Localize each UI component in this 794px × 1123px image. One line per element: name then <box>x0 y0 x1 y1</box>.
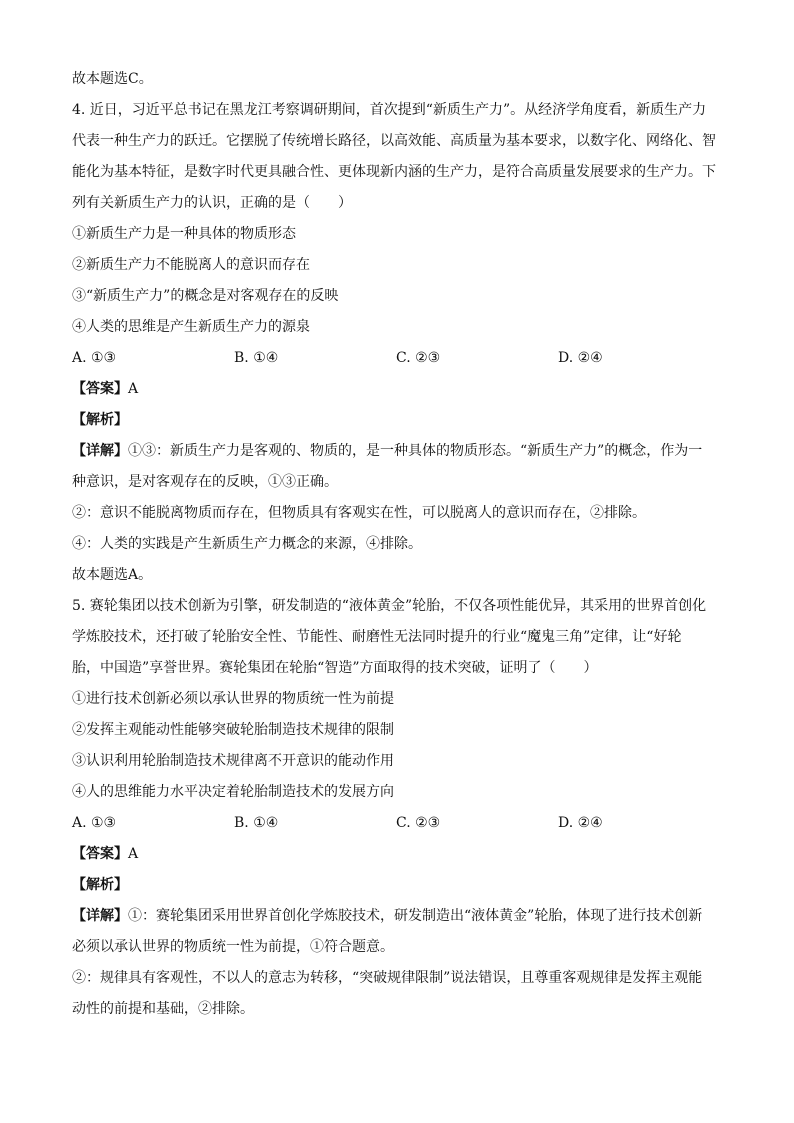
answer-value: A <box>128 846 139 862</box>
option-a: A. ①③ <box>72 350 117 366</box>
document-page <box>72 64 724 1025</box>
question-5-stem: 5. 赛轮集团以技术创新为引擎，研发制造的“液体黄金”轮胎，不仅各项性能优异，其采用的世界首创化 <box>72 598 707 614</box>
text-line: 学炼胶技术，还打破了轮胎安全性、节能性、耐磨性无法同时提升的行业“魔鬼三角”定律，让“好轮 <box>72 629 682 645</box>
analysis-tag: 【解析】 <box>72 412 128 428</box>
text-line: ②：意识不能脱离物质而存在，但物质具有客观实在性，可以脱离人的意识而存在，②排除。 <box>72 505 646 521</box>
text-line: 能化为基本特征，是数字时代更具融合性、更体现新内涵的生产力，是符合高质量发展要求的生产力。下 <box>72 164 716 180</box>
text-line: 胎，中国造”享誉世界。赛轮集团在轮胎“智造”方面取得的技术突破，证明了（ ） <box>72 660 598 676</box>
text-line: 故本题选A。 <box>72 567 153 583</box>
text-line: 种意识，是对客观存在的反映，①③正确。 <box>72 474 338 490</box>
text-line: ④：人类的实践是产生新质生产力概念的来源，④排除。 <box>72 536 422 552</box>
question-4-stem: 4. 近日，习近平总书记在黑龙江考察调研期间，首次提到“新质生产力”。从经济学角度看，新质生产力 <box>72 102 707 118</box>
option-c: C. ②③ <box>396 350 441 366</box>
statement-3: ③“新质生产力”的概念是对客观存在的反映 <box>72 288 339 304</box>
detail-text: ①：赛轮集团采用世界首创化学炼胶技术，研发制造出“液体黄金”轮胎，体现了进行技术创新 <box>128 908 703 924</box>
analysis-tag: 【解析】 <box>72 877 128 893</box>
statement-1: ①进行技术创新必须以承认世界的物质统一性为前提 <box>72 691 394 707</box>
statement-4: ④人类的思维是产生新质生产力的源泉 <box>72 319 310 335</box>
text-line: 故本题选C。 <box>72 71 153 87</box>
statement-2: ②发挥主观能动性能够突破轮胎制造技术规律的限制 <box>72 722 394 738</box>
answer-value: A <box>128 381 139 397</box>
question-4-options <box>72 343 724 374</box>
text-line: 必须以承认世界的物质统一性为前提，①符合题意。 <box>72 939 394 955</box>
answer-tag: 【答案】 <box>72 381 128 397</box>
option-d: D. ②④ <box>558 350 603 366</box>
option-d: D. ②④ <box>558 815 603 831</box>
answer-line <box>72 374 724 405</box>
option-b: B. ①④ <box>234 350 279 366</box>
statement-2: ②新质生产力不能脱离人的意识而存在 <box>72 257 310 273</box>
detail-tag: 【详解】 <box>72 443 128 459</box>
detail-line <box>72 436 724 467</box>
answer-tag: 【答案】 <box>72 846 128 862</box>
detail-line <box>72 901 724 932</box>
statement-3: ③认识利用轮胎制造技术规律离不开意识的能动作用 <box>72 753 394 769</box>
text-line: 代表一种生产力的跃迁。它摆脱了传统增长路径，以高效能、高质量为基本要求，以数字化、网络化、智 <box>72 133 716 149</box>
text-line: 列有关新质生产力的认识，正确的是（ ） <box>72 195 352 211</box>
detail-text: ①③：新质生产力是客观的、物质的，是一种具体的物质形态。“新质生产力”的概念，作为一 <box>128 443 703 459</box>
option-c: C. ②③ <box>396 815 441 831</box>
detail-tag: 【详解】 <box>72 908 128 924</box>
option-b: B. ①④ <box>234 815 279 831</box>
text-line: 动性的前提和基础，②排除。 <box>72 1001 254 1017</box>
statement-1: ①新质生产力是一种具体的物质形态 <box>72 226 296 242</box>
text-line: ②：规律具有客观性，不以人的意志为转移，“突破规律限制”说法错误，且尊重客观规律是发挥主观能 <box>72 970 703 986</box>
question-5-options <box>72 808 724 839</box>
answer-line <box>72 839 724 870</box>
option-a: A. ①③ <box>72 815 117 831</box>
statement-4: ④人的思维能力水平决定着轮胎制造技术的发展方向 <box>72 784 394 800</box>
